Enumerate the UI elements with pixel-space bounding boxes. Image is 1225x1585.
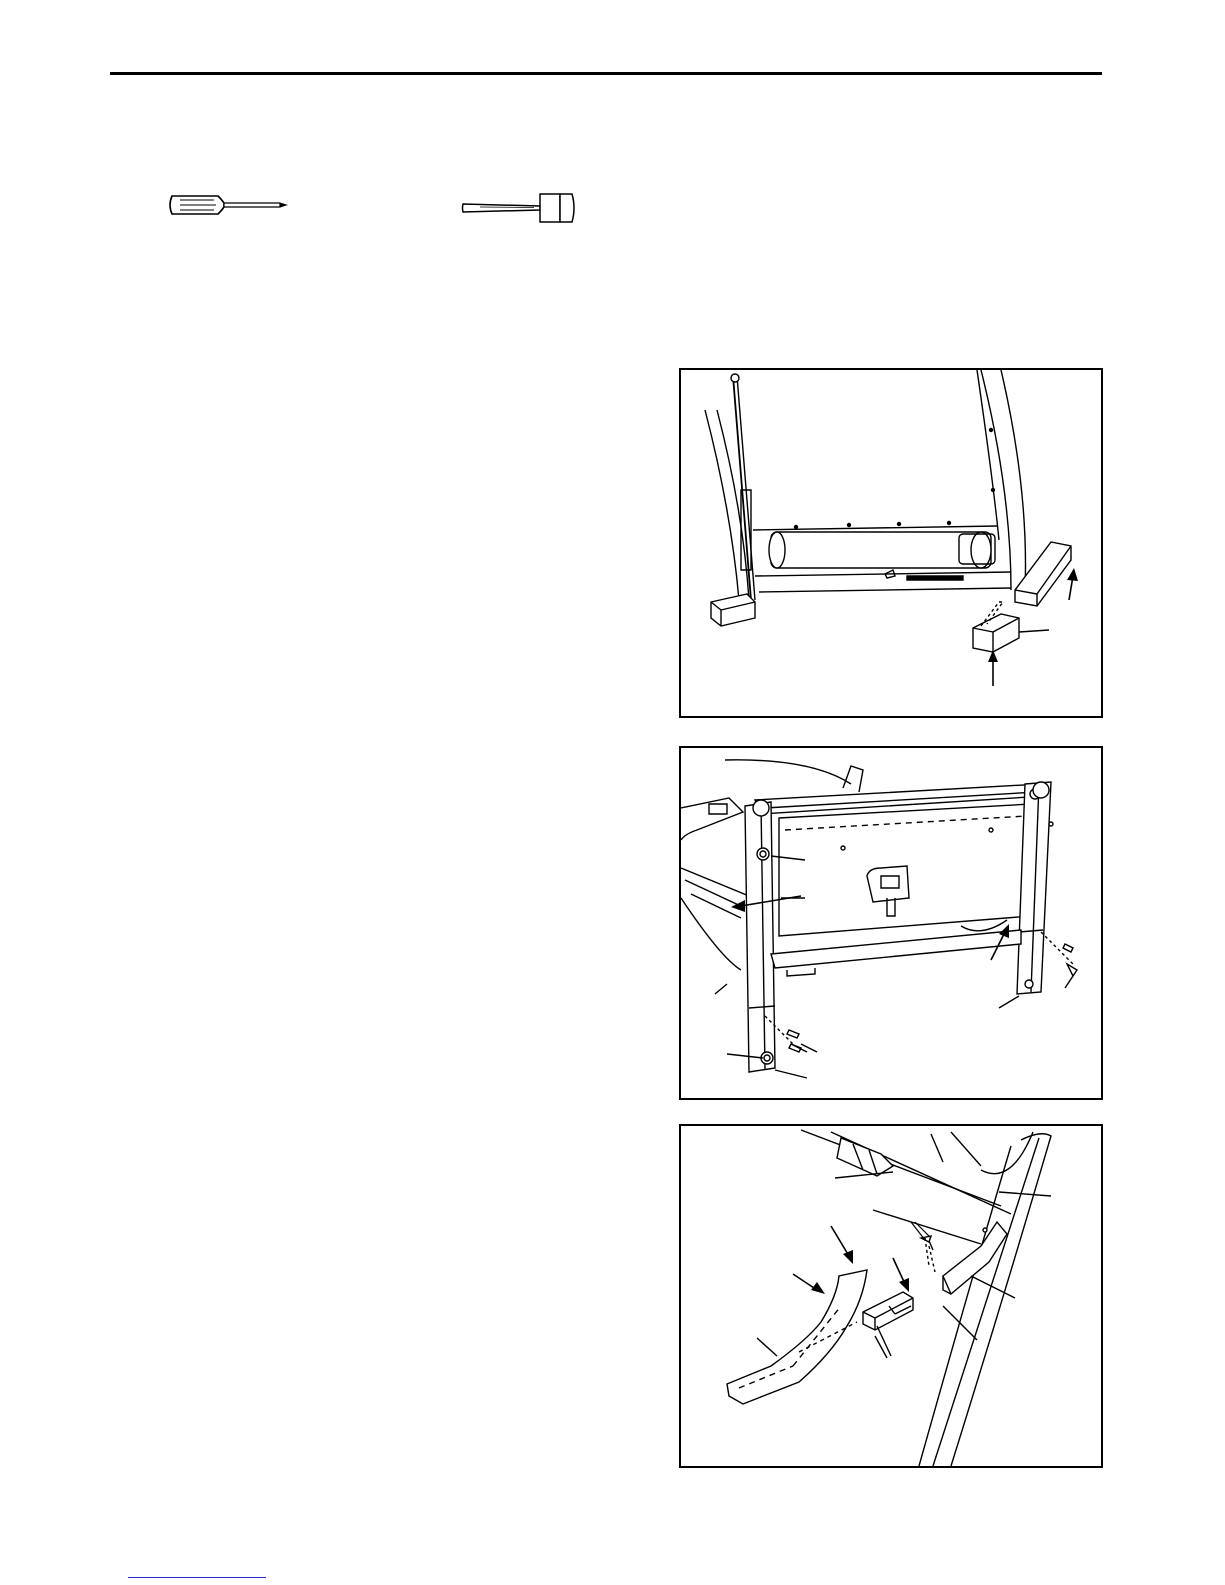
left-upright-curve — [705, 410, 739, 600]
figure-1 — [679, 368, 1103, 718]
phillips-screwdriver-icon — [166, 190, 292, 220]
footer-link-underline[interactable] — [128, 1576, 266, 1578]
rubber-mallet-icon — [460, 186, 580, 230]
header-rule — [110, 72, 1102, 75]
figure-2 — [679, 746, 1103, 1100]
figure-3 — [679, 1124, 1103, 1468]
